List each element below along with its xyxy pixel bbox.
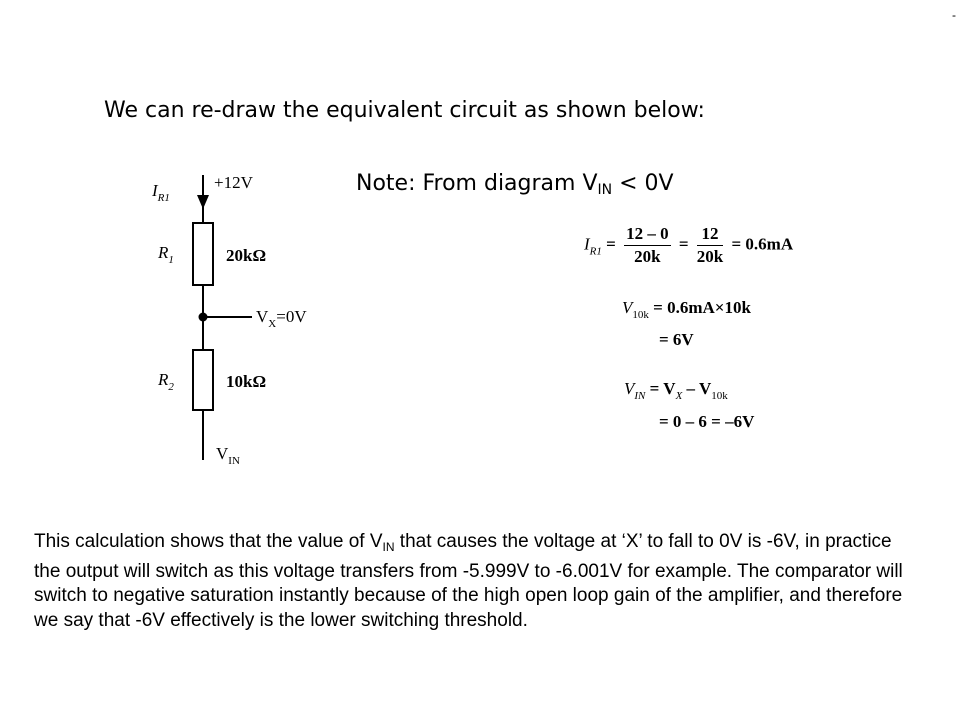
explanation-paragraph: This calculation shows that the value of $V_{IN}$ that causes the voltage at ‘X’ to fall to 0V is -6V, in practice the output will switch as this voltage transfers from -5.999V to -6.001V for example. The comparator will switch to negative saturation instantly because of the high open loop gain of the amplifier, and therefore we say that -6V effectively is the lower switching threshold. xyxy=(34,531,903,631)
circuit-diagram xyxy=(140,165,340,475)
current-arrow-icon xyxy=(197,195,209,209)
equation-v10k-result: = 6V xyxy=(659,330,694,349)
equation-vin-result: = 0 – 6 = –6V xyxy=(659,412,755,431)
vin-label: $V_{IN}$ xyxy=(216,444,240,467)
r1-label: $R_1$ xyxy=(158,243,174,266)
equation-vin: $V_{IN} = V_X - V_{10k}$ xyxy=(624,379,728,402)
equation-current: $I_{R1}$ = $\frac{12 - 0}{20k}$ = $\frac{12}{20k}$ = 0.6mA xyxy=(584,224,794,266)
resistor-r1 xyxy=(193,223,213,285)
supply-label: +12V xyxy=(214,173,253,192)
r1-value: 20kΩ xyxy=(226,246,267,265)
r2-label: $R_2$ xyxy=(158,370,174,393)
equation-v10k: $V_{10k} = 0.6mA\times 10k$ xyxy=(622,298,751,321)
note-text: Note: From diagram $V_{IN} < 0V$ xyxy=(356,171,674,198)
vx-label: $V_X=0V$ xyxy=(256,307,307,330)
r2-value: 10kΩ xyxy=(226,372,267,391)
slide-heading: We can re-draw the equivalent circuit as shown below: xyxy=(104,98,705,123)
current-label: $I_{R1}$ xyxy=(152,181,170,204)
resistor-r2 xyxy=(193,350,213,410)
corner-mark: - xyxy=(952,8,956,22)
